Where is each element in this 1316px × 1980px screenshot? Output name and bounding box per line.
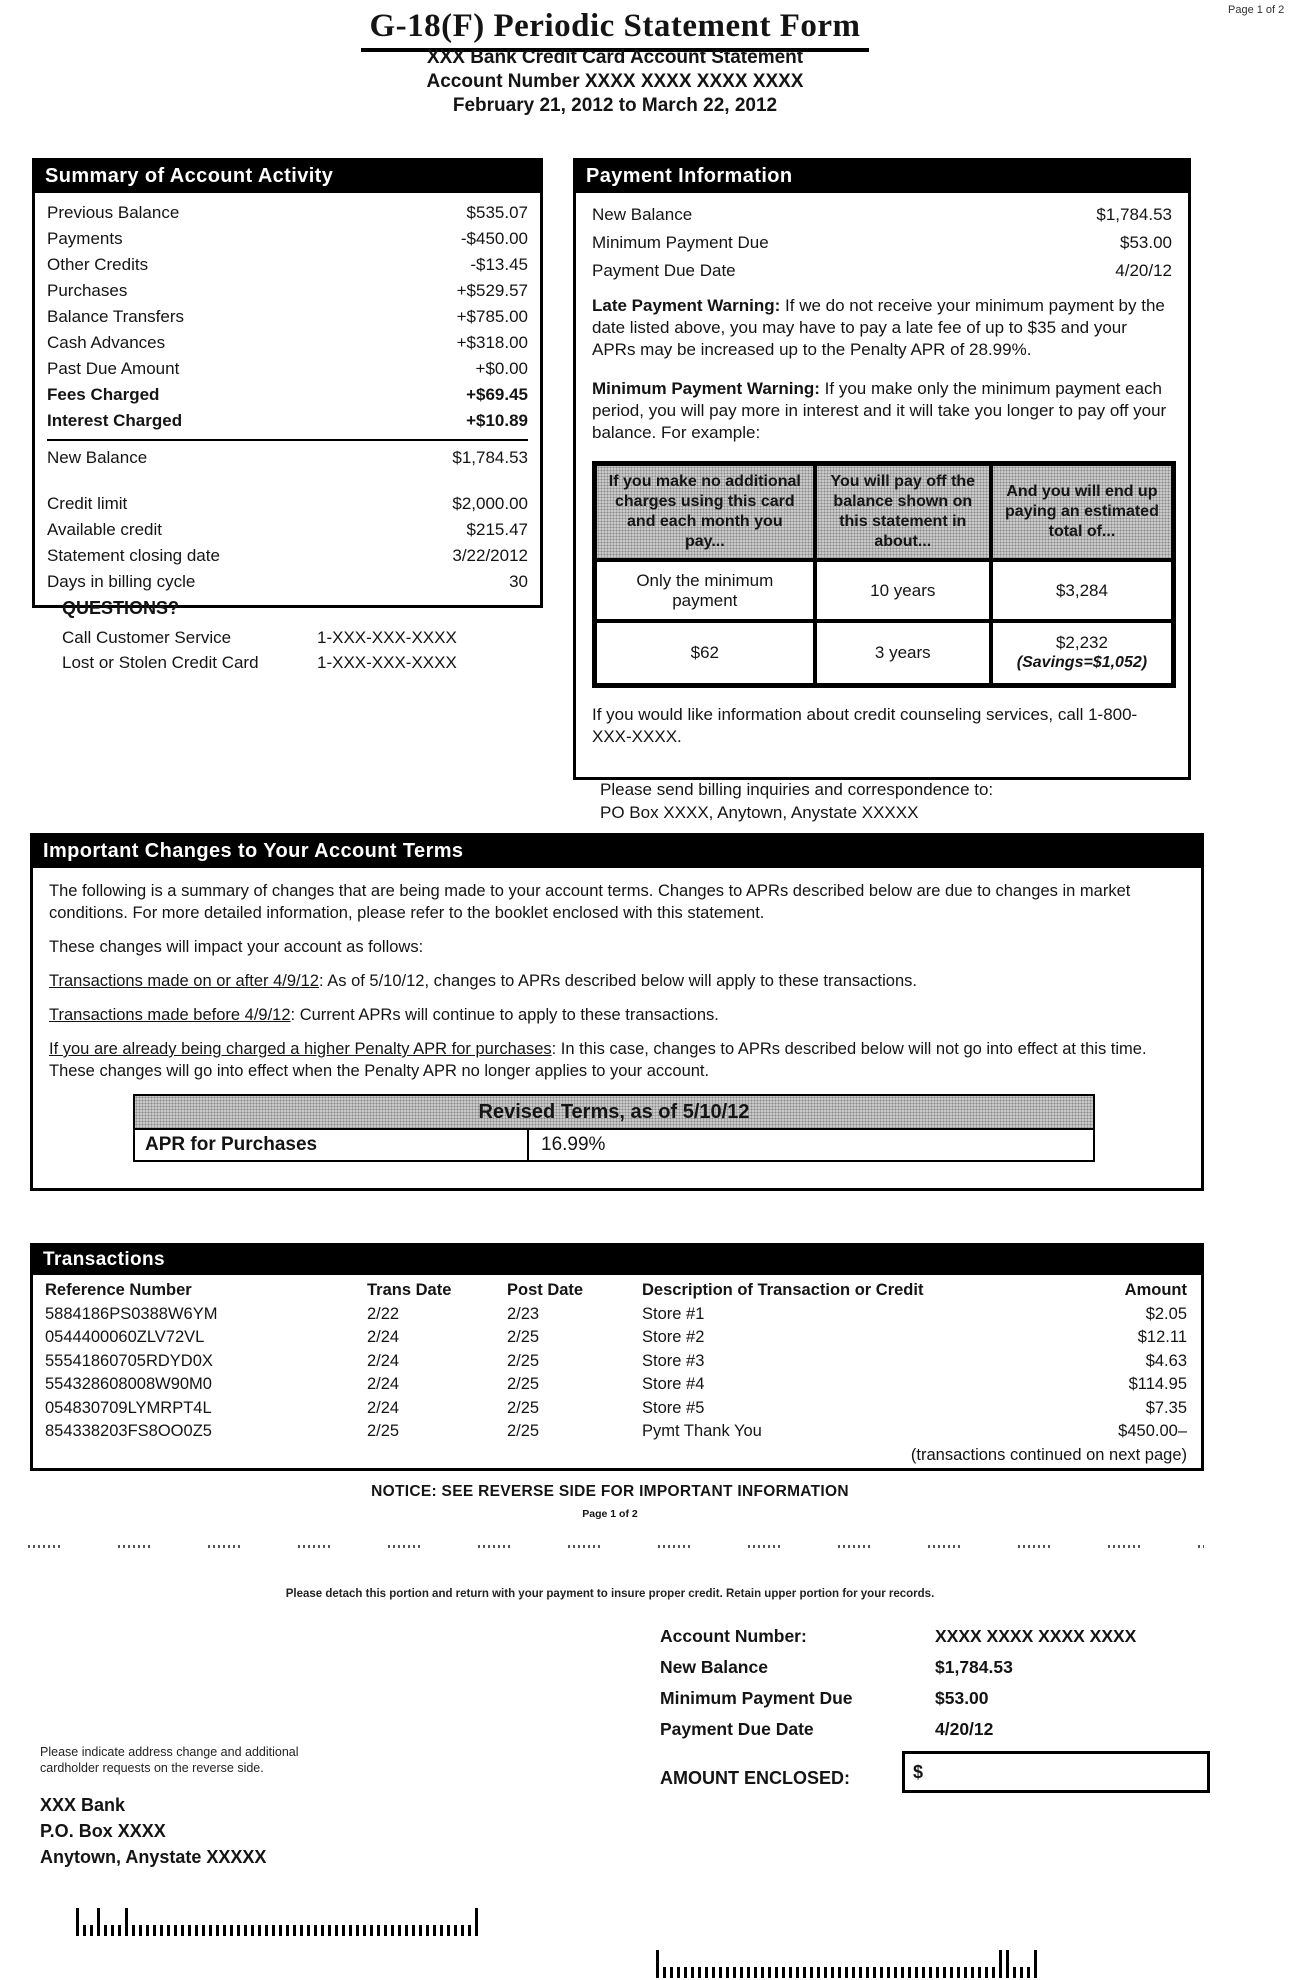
summary-row: Interest Charged +$10.89 — [47, 411, 528, 430]
summary-detail-row: Available credit $215.47 — [47, 520, 528, 539]
tx-desc: Store #3 — [642, 1351, 705, 1370]
tx-ref: 854338203FS8OO0Z5 — [45, 1422, 212, 1440]
payment-row: New Balance $1,784.53 — [592, 205, 1172, 224]
tx-col-header: Reference Number — [45, 1281, 192, 1299]
summary-of-account-activity-box — [32, 158, 543, 608]
barcode — [76, 1908, 478, 1936]
terms-paragraph-5: If you are already being charged a higher Penalty APR for purchases: In this case, changes to APRs described below will not go into effect at this time. These changes will go into effect when the Penalty APR no longer applies to your account. — [49, 1040, 1147, 1080]
tx-ref: 5884186PS0388W6YM — [45, 1304, 218, 1323]
questions-row: Call Customer Service 1-XXX-XXX-XXXX — [62, 628, 457, 647]
terms-paragraph-3: Transactions made on or after 4/9/12: As of 5/10/12, changes to APRs described below will apply to these transactions. — [49, 972, 917, 990]
summary-row: Cash Advances +$318.00 — [47, 333, 528, 352]
amount-enclosed-field: $ — [902, 1751, 1210, 1793]
savings-note: (Savings=$1,052) — [1016, 654, 1148, 671]
tx-col-header: Amount — [1124, 1281, 1187, 1299]
tx-col-header: Description of Transaction or Credit — [642, 1281, 924, 1299]
transactions-continued-note: (transactions continued on next page) — [910, 1445, 1187, 1464]
mp-table-cell: $3,284 — [991, 560, 1173, 621]
tx-ref: 054830709LYMRPT4L — [45, 1398, 212, 1417]
mp-table-header-cell: If you make no additional charges using this card and each month you pay... — [595, 464, 815, 560]
tx-trans-date: 2/22 — [367, 1304, 400, 1323]
tx-desc: Store #4 — [642, 1375, 705, 1393]
summary-divider — [47, 439, 528, 441]
reverse-side-notice: NOTICE: SEE REVERSE SIDE FOR IMPORTANT INFORMATION — [371, 1483, 849, 1500]
mp-table-cell: 10 years — [815, 560, 991, 621]
coupon-row: New Balance $1,784.53 — [660, 1657, 1013, 1677]
tx-post-date: 2/25 — [507, 1422, 540, 1440]
tx-ref: 55541860705RDYD0X — [45, 1351, 213, 1370]
credit-counseling-note: If you would like information about credit counseling services, call 1-800-XXX-XXXX. — [592, 705, 1138, 746]
summary-row: Past Due Amount +$0.00 — [47, 359, 528, 378]
tx-post-date: 2/23 — [507, 1304, 540, 1323]
tx-ref: 0544400060ZLV72VL — [45, 1328, 205, 1346]
terms-paragraph-4: Transactions made before 4/9/12: Current APRs will continue to apply to these transactions. — [49, 1006, 719, 1024]
tx-amount: $4.63 — [1145, 1351, 1187, 1370]
summary-row: Purchases +$529.57 — [47, 281, 528, 300]
revised-terms-table — [133, 1094, 1095, 1162]
summary-row: Balance Transfers +$785.00 — [47, 307, 528, 326]
tx-post-date: 2/25 — [507, 1328, 540, 1346]
summary-detail-row: Credit limit $2,000.00 — [47, 494, 528, 513]
tx-post-date: 2/25 — [507, 1398, 540, 1417]
tx-post-date: 2/25 — [507, 1351, 540, 1370]
coupon-row: Account Number: XXXX XXXX XXXX XXXX — [660, 1626, 1137, 1646]
mp-table-header-cell: And you will end up paying an estimated total of... — [991, 464, 1173, 560]
tx-desc: Store #1 — [642, 1304, 705, 1323]
payment-information-header: Payment Information — [576, 161, 1188, 193]
billing-inquiries-note: Please send billing inquiries and correspondence to: PO Box XXXX, Anytown, Anystate XXXXX — [600, 780, 994, 822]
tx-desc: Pymt Thank You — [642, 1422, 762, 1440]
return-address: XXX Bank P.O. Box XXXX Anytown, Anystate XXXXX — [40, 1795, 267, 1867]
new-balance-row: New Balance $1,784.53 — [47, 448, 528, 467]
payment-information-box — [573, 158, 1191, 780]
revised-terms-header: Revised Terms, as of 5/10/12 — [135, 1096, 1093, 1130]
mp-table-cell: $62 — [595, 621, 815, 685]
late-payment-warning: Late Payment Warning: If we do not receive your minimum payment by the date listed above, you may have to pay a late fee of up to $35 and your APRs may be increased up to the Penalty APR of 28.99%. — [592, 296, 1165, 359]
tx-amount: $2.05 — [1145, 1304, 1187, 1323]
questions-row: Lost or Stolen Credit Card 1-XXX-XXX-XXXX — [62, 653, 457, 672]
summary-detail-row: Days in billing cycle 30 — [47, 572, 528, 591]
tx-trans-date: 2/24 — [367, 1375, 400, 1393]
tx-col-header: Trans Date — [367, 1281, 452, 1299]
transactions-table — [33, 1275, 1201, 1444]
tx-post-date: 2/25 — [507, 1375, 540, 1393]
summary-row: Fees Charged +$69.45 — [47, 385, 528, 404]
tx-desc: Store #5 — [642, 1398, 705, 1417]
tx-trans-date: 2/24 — [367, 1351, 400, 1370]
page-marker-middle: Page 1 of 2 — [582, 1508, 638, 1520]
mp-table-cell: $2,232 (Savings=$1,052) — [991, 621, 1173, 685]
payment-row: Payment Due Date 4/20/12 — [592, 261, 1172, 280]
terms-paragraph-1: The following is a summary of changes that are being made to your account terms. Changes to APRs described below are due to changes in market conditions. For more detailed information, please refer to the booklet enclosed with this statement. — [49, 882, 1131, 922]
questions-section — [62, 598, 482, 675]
amount-enclosed-label: AMOUNT ENCLOSED: — [660, 1768, 850, 1788]
statement-subtitle-2: Account Number XXXX XXXX XXXX XXXX — [426, 71, 804, 92]
transactions-header: Transactions — [33, 1246, 1201, 1275]
minimum-payment-table — [592, 461, 1176, 688]
coupon-row: Payment Due Date 4/20/12 — [660, 1719, 994, 1739]
address-change-note: Please indicate address change and additional cardholder requests on the reverse side. — [40, 1745, 299, 1775]
summary-row: Previous Balance $535.07 — [47, 203, 528, 222]
page-marker-top: Page 1 of 2 — [1228, 4, 1285, 16]
tx-trans-date: 2/24 — [367, 1398, 400, 1417]
mp-table-cell: 3 years — [815, 621, 991, 685]
tx-ref: 554328608008W90M0 — [45, 1375, 212, 1393]
payment-coupon-fields — [660, 1625, 1205, 1749]
terms-paragraph-2: These changes will impact your account as follows: — [49, 938, 424, 956]
coupon-row: Minimum Payment Due $53.00 — [660, 1688, 989, 1708]
payment-row: Minimum Payment Due $53.00 — [592, 233, 1172, 252]
mp-table-header-cell: You will pay off the balance shown on this statement in about... — [815, 464, 991, 560]
tx-trans-date: 2/24 — [367, 1328, 400, 1346]
detach-instruction: Please detach this portion and return with your payment to insure proper credit. Retain upper portion for your records. — [285, 1588, 935, 1600]
revised-terms-row: APR for Purchases 16.99% — [135, 1130, 1093, 1160]
tx-col-header: Post Date — [507, 1281, 584, 1299]
summary-row: Other Credits -$13.45 — [47, 255, 528, 274]
barcode — [656, 1950, 1037, 1978]
perforation-line — [28, 1545, 1204, 1548]
summary-header: Summary of Account Activity — [35, 161, 540, 193]
tx-trans-date: 2/25 — [367, 1422, 400, 1440]
page-title: G-18(F) Periodic Statement Form — [361, 8, 868, 52]
account-terms-box — [30, 833, 1204, 1191]
questions-header: QUESTIONS? — [62, 598, 180, 618]
account-terms-header: Important Changes to Your Account Terms — [33, 836, 1201, 868]
tx-amount: $7.35 — [1145, 1398, 1187, 1417]
mp-table-cell: Only the minimum payment — [595, 560, 815, 621]
tx-amount: $450.00– — [1118, 1422, 1187, 1440]
tx-amount: $12.11 — [1137, 1328, 1187, 1346]
summary-row: Payments -$450.00 — [47, 229, 528, 248]
summary-detail-row: Statement closing date 3/22/2012 — [47, 546, 528, 565]
tx-amount: $114.95 — [1128, 1375, 1187, 1393]
statement-subtitle-3: February 21, 2012 to March 22, 2012 — [452, 95, 778, 116]
tx-desc: Store #2 — [642, 1328, 705, 1346]
minimum-payment-warning: Minimum Payment Warning: If you make only the minimum payment each period, you will pay more in interest and it will take you longer to pay off your balance. For example: — [592, 379, 1167, 442]
transactions-box — [30, 1243, 1204, 1471]
statement-subtitle-1: XXX Bank Credit Card Account Statement — [426, 47, 804, 68]
